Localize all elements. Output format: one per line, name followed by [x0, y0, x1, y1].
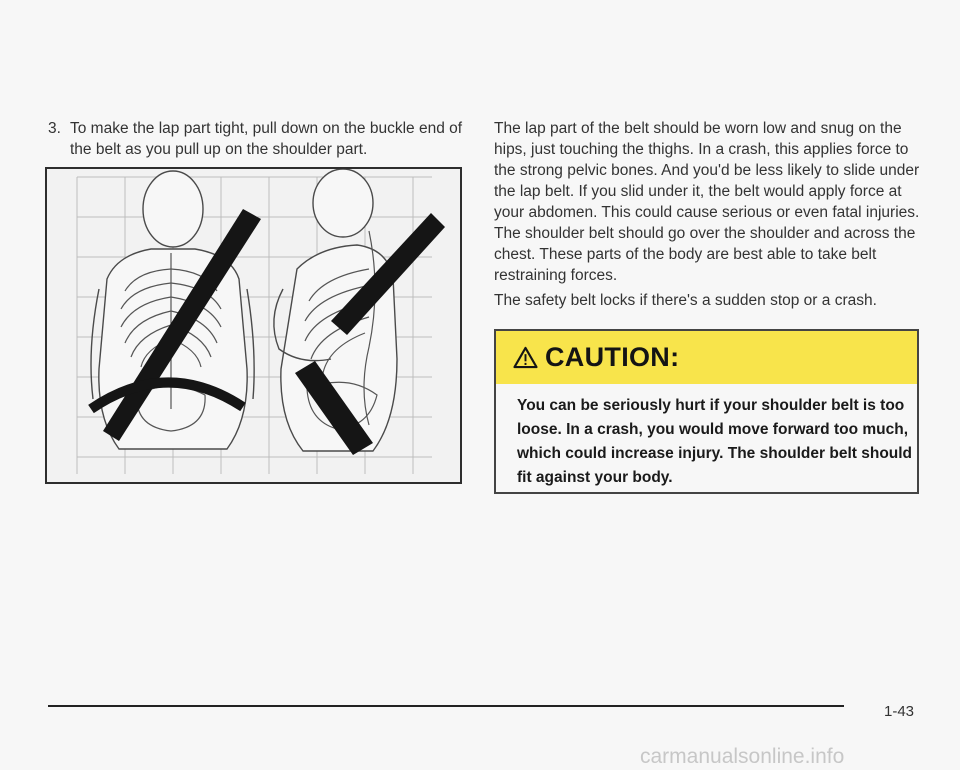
caution-header — [496, 331, 917, 384]
belt-locks-paragraph: The safety belt locks if there's a sudden stop or a crash. — [494, 292, 877, 309]
caution-text: You can be seriously hurt if your shoulder belt is too loose. In a crash, you would move forward too much, which could increase injury. The shoulder belt should fit against your body. — [517, 397, 913, 486]
site-watermark: carmanualsonline.info — [640, 745, 845, 768]
seat-belt-illustration — [45, 167, 462, 484]
skeleton-belt-diagram — [47, 169, 460, 482]
step-number: 3. — [48, 120, 61, 137]
caution-title: CAUTION: — [545, 342, 680, 372]
warning-triangle-icon — [513, 346, 538, 369]
page-number: 1-43 — [884, 703, 915, 720]
step-3 — [48, 118, 468, 160]
step-text: To make the lap part tight, pull down on the buckle end of the belt as you pull up on the shoulder part. — [70, 120, 463, 158]
footer-rule — [48, 705, 844, 707]
caution-box — [494, 329, 919, 494]
lap-belt-paragraph: The lap part of the belt should be worn low and snug on the hips, just touching the thighs. In a crash, this applies force to the strong pelvic bones. And you'd be less likely to slide under the lap belt. If you slid under it, the belt would apply force at your abdomen. This could cause serious or even fatal injuries. The shoulder belt should go over the shoulder and across the chest. These parts of the body are best able to take belt restraining forces. — [494, 120, 920, 284]
